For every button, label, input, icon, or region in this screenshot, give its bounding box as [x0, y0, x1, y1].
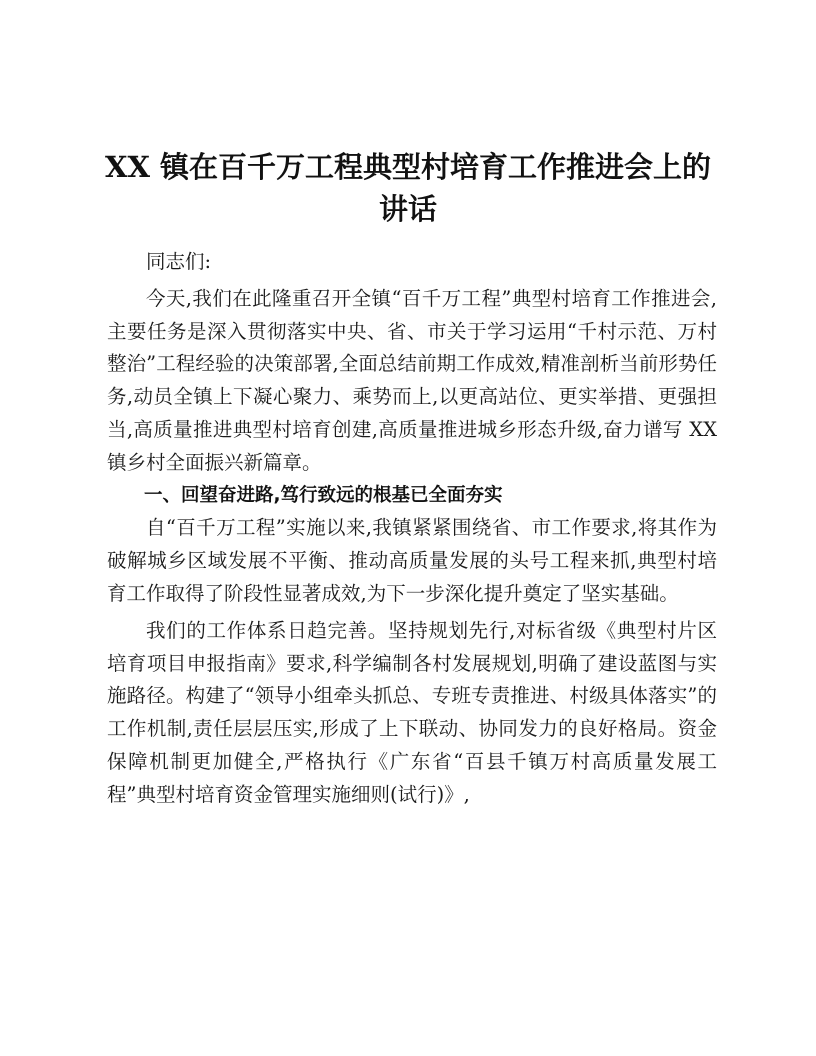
- intro-paragraph: 今天,我们在此隆重召开全镇“百千万工程”典型村培育工作推进会,主要任务是深入贯彻落实中央、省、市关于学习运用“千村示范、万村整治”工程经验的决策部署,全面总结前期工作成效,精准剖析当前形势任务,动员全镇上下凝心聚力、乘势而上,以更高站位、更实举措、更强担当,高质量推进典型村培育创建,高质量推进城乡形态升级,奋力谱写 XX 镇乡村全面振兴新篇章。: [107, 286, 717, 474]
- document-title-line-1: XX 镇在百千万工程典型村培育工作推进会上的: [104, 150, 712, 184]
- document-body: [107, 246, 717, 812]
- document-title: [100, 146, 716, 230]
- document-title-line-2: 讲话: [378, 192, 437, 226]
- section-heading-1: 一、回望奋进路,笃行致远的根基已全面夯实: [144, 484, 503, 506]
- section1-paragraph-1: 自“百千万工程”实施以来,我镇紧紧围绕省、市工作要求,将其作为破解城乡区域发展不平衡、推动高质量发展的头号工程来抓,典型村培育工作取得了阶段性显著成效,为下一步深化提升奠定了坚实基础。: [107, 516, 717, 605]
- section1-paragraph-2: 我们的工作体系日趋完善。坚持规划先行,对标省级《典型村片区培育项目申报指南》要求,科学编制各村发展规划,明确了建设蓝图与实施路径。构建了“领导小组牵头抓总、专班专责推进、村级具体落实”的工作机制,责任层层压实,形成了上下联动、协同发力的良好格局。资金保障机制更加健全,严格执行《广东省“百县千镇万村高质量发展工程”典型村培育资金管理实施细则(试行)》,: [107, 618, 717, 806]
- salutation: 同志们:: [146, 250, 212, 273]
